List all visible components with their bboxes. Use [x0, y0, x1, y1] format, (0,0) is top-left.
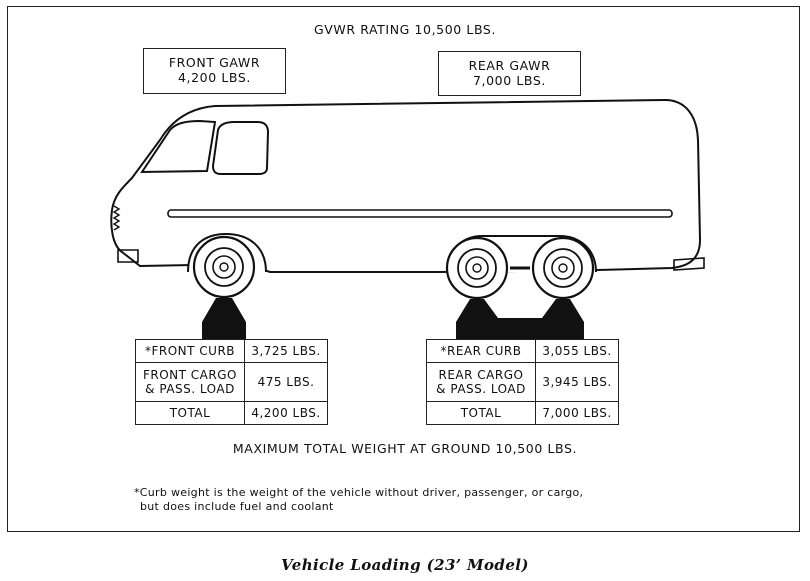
- front-cargo-label-line1: FRONT CARGO: [143, 368, 237, 382]
- rear-cargo-label: [427, 363, 536, 402]
- rear-total-value: 7,000 LBS.: [536, 402, 619, 425]
- front-curb-label: *FRONT CURB: [136, 340, 245, 363]
- front-gawr-title: FRONT GAWR: [168, 55, 261, 70]
- rear-cargo-value: 3,945 LBS.: [536, 363, 619, 402]
- rear-load-block: [456, 299, 584, 340]
- rear-weight-table: [426, 339, 619, 425]
- rear-curb-label: *REAR CURB: [427, 340, 536, 363]
- rear-cargo-label-line2: & PASS. LOAD: [436, 382, 526, 396]
- side-trim: [168, 210, 672, 217]
- side-window: [213, 122, 268, 174]
- footnote: [134, 486, 583, 514]
- front-curb-value: 3,725 LBS.: [245, 340, 328, 363]
- windshield-window: [142, 121, 215, 172]
- van-grille: [114, 206, 119, 230]
- table-row: [427, 402, 619, 425]
- rear-wheel-2: [533, 238, 593, 298]
- max-total-weight: MAXIMUM TOTAL WEIGHT AT GROUND 10,500 LBS.: [232, 441, 578, 456]
- table-row: [427, 340, 619, 363]
- table-row: [136, 363, 328, 402]
- rear-curb-value: 3,055 LBS.: [536, 340, 619, 363]
- table-row: [136, 340, 328, 363]
- rear-total-label: TOTAL: [427, 402, 536, 425]
- front-weight-table: [135, 339, 328, 425]
- front-gawr-value: 4,200 LBS.: [178, 70, 251, 85]
- front-total-value: 4,200 LBS.: [245, 402, 328, 425]
- rear-wheel-1: [447, 238, 507, 298]
- footnote-line1: *Curb weight is the weight of the vehicle without driver, passenger, or cargo,: [134, 486, 584, 499]
- rear-bumper: [674, 258, 704, 270]
- rear-gawr-value: 7,000 LBS.: [473, 73, 546, 88]
- front-load-block: [202, 298, 246, 340]
- table-row: [427, 363, 619, 402]
- front-cargo-value: 475 LBS.: [245, 363, 328, 402]
- front-total-label: TOTAL: [136, 402, 245, 425]
- rear-gawr-title: REAR GAWR: [468, 58, 551, 73]
- front-cargo-label: [136, 363, 245, 402]
- gvwr-rating: GVWR RATING 10,500 LBS.: [313, 22, 497, 37]
- footnote-line2: but does include fuel and coolant: [140, 500, 334, 513]
- figure-caption: Vehicle Loading (23’ Model): [281, 556, 529, 574]
- rear-cargo-label-line1: REAR CARGO: [438, 368, 524, 382]
- table-row: [136, 402, 328, 425]
- front-wheel: [194, 237, 254, 297]
- front-cargo-label-line2: & PASS. LOAD: [145, 382, 235, 396]
